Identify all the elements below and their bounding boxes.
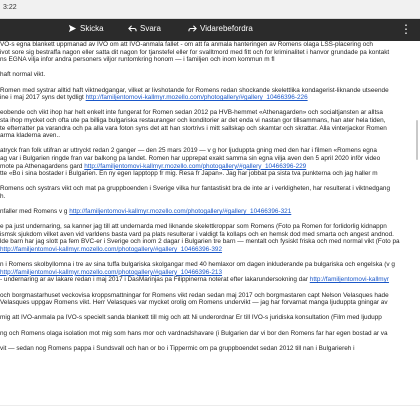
text-line: tte «Bo i sina bostader i Bulgarien. En ny egen lapptopp fr mig. Resa fr Japan». Jag har jobbat pa sista tva punkterna och jag haller m: [0, 170, 378, 178]
email-paragraph-10: [0, 292, 420, 307]
text-span: ine i maj 2017 syns det tydligt: [0, 94, 86, 102]
scrollbar-thumb[interactable]: [416, 120, 418, 160]
text-line: lde barn har jag slott pa fem BVC-er i Sverige och inom 2 dagar i Bulgarien tre barn — mentalt och fysiskt friska och med normal vikt (Foto pa: [0, 238, 400, 246]
email-paragraph-1: [0, 41, 420, 64]
text-line: och borgmastarhuset veckovisa kroppsmattningar for Romens vikt redan sedan maj 2017 och borgmastaren capt Nelson Velasques hade: [0, 291, 389, 299]
text-line: haft normal vikt.: [0, 71, 46, 79]
send-icon: [68, 24, 77, 33]
email-paragraph-2: [0, 71, 420, 79]
gallery-link-229[interactable]: http://familjentomovi-kallmyr.mozello.com/photogallery/#gallery_10466396-229: [84, 162, 307, 170]
email-paragraph-4: [0, 109, 420, 139]
text-line: VO-s egna blankett uppmanad av IVO om att IVO-anmala fallet - om att fa anmala hanteringen av Romens olaga LSS-placering och: [0, 41, 373, 48]
text-line: n i Romens skolbyllomna i tre av sina tuffa bulgariska skolgangar med 40 hemlaxor om dagen inkluderande pa bulgariska och engelska (v g: [0, 261, 395, 269]
text-line: eobende och vikt ihop har helt enkelt inte fungerat for Romen sedan 2012 pa HVB-hemmet «Athenagarden» och socialtjansten ar alltsa: [0, 109, 383, 117]
text-line: ag var i Bulgarien ringde fran var balkong pa landet. Romen har upprepat exakt samma sin egna vilja aven den 5 april 2020 inför video: [0, 154, 381, 162]
status-bar: [0, 0, 420, 19]
email-paragraph-12: [0, 330, 420, 338]
text-line: Velasques uppgav Romens vikt. Herr Velasques var mycket orolig om Romens undervikt — jag har forvarnat manga ljuduppta gningar av: [0, 299, 388, 307]
gallery-link-392[interactable]: http://familjentomovi-kallmyr.mozello.com/photogallery/#gallery_10466396-392: [0, 246, 223, 254]
text-line: ismsk sjukdom vilket aven vid varldens basta vard pa plats resulterar i valdigt fa kollaps och en hemsk dod med smarta och angest andnod.: [0, 230, 394, 238]
send-button[interactable]: [68, 24, 104, 33]
text-span: mote pa Athenagardens gard: [0, 162, 85, 170]
text-line: Romens och systrars vikt och mat pa gruppboenden i Sverige vilka hur fantastiskt bra de inte ar i verkligheten, har resulterat i viktnedgang: [0, 185, 391, 193]
text-line: vit — sedan nog Romens pappa i Sundsvall och han or bo i Tippermic om pa gruppboendet sedan 2012 till nan i Bulgariereh i: [0, 344, 355, 352]
reply-label: Svara: [140, 24, 161, 33]
gallery-link-321[interactable]: http://familjentomovi-kallmyr.mozello.com/photogallery/#gallery_10466396-321: [69, 208, 292, 216]
text-line: [0, 94, 420, 102]
text-line: mig att IVO-anmala pa IVO-s specielt sanda blankett till mig och att Ni underordnar Er till IVO-s juridiska konsultation (Film med ljudupp: [0, 314, 382, 322]
text-line: [0, 246, 420, 254]
email-paragraph-9: [0, 261, 420, 284]
text-line: atryck fran folk utifran ar uttryckt redan 2 ganger — den 25 mars 2019 — v g hor ljuduppta gning med den har i filmen «Romens egna: [0, 147, 377, 155]
forward-label: Vidarebefordra: [200, 24, 253, 33]
text-line: te efterratter pa varandra och pa alla vara foton syns det att han stortrivs i mitt sallskap och skamtar och skrattar. Alla vinterjackor Romen: [0, 124, 387, 132]
text-line: [0, 269, 420, 277]
text-line: Romen med systrar alltid haft viktnedgangar, vilket ar livshotande for Romens redan shockande skelettlika kondagerist-liknande utseende: [0, 86, 389, 94]
email-paragraph-6: [0, 185, 420, 200]
text-span: - undernaring ar av lakare redan i maj 2017 i DasMarinjas pa Filippinerna noterat efter lakarundersokning dar: [0, 276, 310, 284]
text-line: e pa just undernaring, sa kanner jag till att undernarda med liknande skelettkroppar som Romens (Foto pa Romen for forlidorlig kidnappn: [0, 223, 387, 231]
text-line: ng och Romens olaga isolation mot mig som hans mor och vardnadshavare (i Bulgarien dar vi bor den Romens far har egen bostad ar va: [0, 329, 388, 337]
email-paragraph-7: [0, 208, 420, 216]
email-paragraph-5: [0, 147, 420, 177]
email-paragraph-11: [0, 314, 420, 322]
gallery-link-partial[interactable]: http://familjentomovi-kallmyr: [309, 276, 389, 284]
text-line: [0, 163, 420, 171]
text-line: [0, 276, 420, 284]
reply-button[interactable]: [128, 24, 161, 33]
forward-button[interactable]: [188, 24, 253, 33]
email-paragraph-13: [0, 345, 420, 353]
text-line: h.: [0, 192, 6, 200]
status-time: 3:22: [3, 4, 17, 11]
email-paragraph-8: [0, 223, 420, 253]
more-vertical-icon[interactable]: ⋮: [400, 22, 412, 36]
gallery-link-226[interactable]: http://familjentomovi-kallmyr.mozello.com/photogallery/#gallery_10466396-226: [85, 94, 308, 102]
email-body: [0, 41, 420, 360]
text-line: ivot sore sig bestraffa nagon eller satta dit nagon for tjanstefel eller for svalltmord med fitt och for kriminalitet i hanvor grundade pa kontakt: [0, 48, 390, 56]
gallery-link-213[interactable]: http://familjentomovi-kallmyr.mozello.com/photogallery/#gallery_10466396-213: [0, 268, 223, 276]
text-line: ns EGNA vilja infor andra personers viljor runtomkring honom — i familjen och inom kommun m fl: [0, 56, 275, 64]
send-label: Skicka: [80, 24, 104, 33]
text-line: arma kladerna aven..: [0, 132, 61, 140]
text-line: [0, 208, 420, 216]
text-span: nfaller med Romens v g: [0, 208, 70, 216]
bottom-bar: [0, 405, 420, 420]
mail-toolbar: [0, 19, 420, 41]
forward-icon: [188, 24, 197, 33]
text-line: sta ihop mycket och ofta ute pa billiga bulgariska restauranger och konditorier ar det enda vi nastan gor tillsammans, han ater hela tiden,: [0, 116, 386, 124]
email-paragraph-3: [0, 87, 420, 102]
reply-icon: [128, 24, 137, 33]
